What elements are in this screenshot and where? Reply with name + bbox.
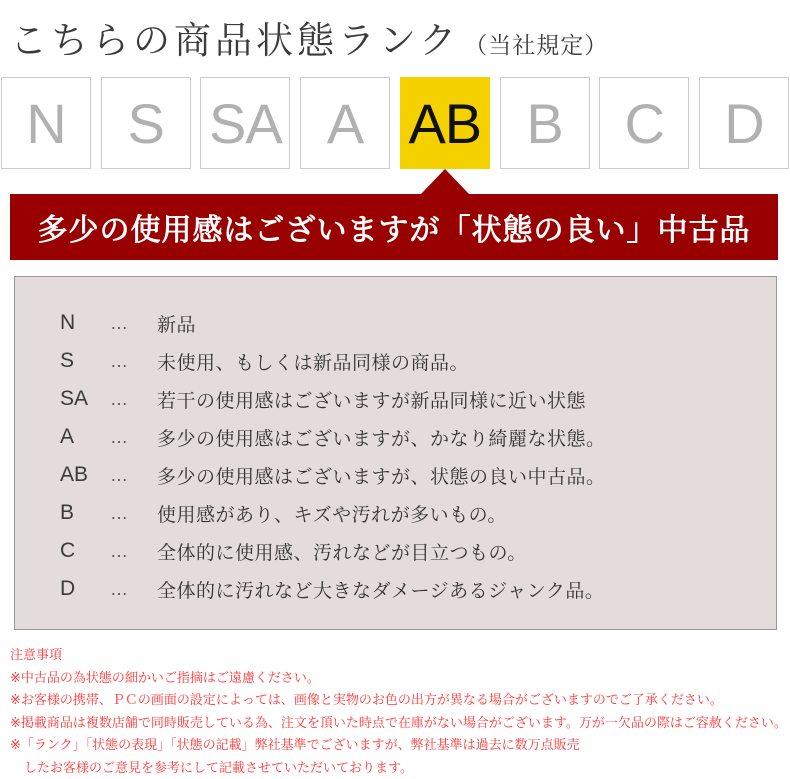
- page-title-note: （当社規定）: [464, 27, 608, 60]
- rank-box-b: B: [500, 77, 590, 169]
- row-dots: …: [110, 427, 157, 448]
- highlight-banner-text: 多少の使用感はございますが「状態の良い」中古品: [38, 205, 751, 249]
- rank-box-ab-highlighted: AB: [400, 77, 490, 169]
- rank-box-a: A: [300, 77, 390, 169]
- row-rank-label: A: [60, 425, 110, 449]
- rank-box-c: C: [599, 77, 689, 169]
- note-line: ※掲載商品は複数店舗で同時販売している為、注文を頂いた時点で在庫がない場合がございます。万が一欠品の際はご容赦ください。: [10, 712, 790, 735]
- table-row: [60, 418, 766, 456]
- rank-box-n: N: [1, 77, 91, 169]
- highlight-banner: [10, 194, 778, 260]
- note-line: ※お客様の携帯、ＰＣの画面の設定によっては、画像と実物のお色の出方が異なる場合がございますのでご了承ください。: [10, 689, 790, 712]
- row-rank-label: C: [60, 539, 110, 563]
- table-row: [60, 380, 766, 418]
- notes-section: [10, 644, 790, 779]
- row-description: 全体的に汚れなど大きなダメージあるジャンク品。: [157, 576, 604, 603]
- row-description: 若干の使用感はございますが新品同様に近い状態: [157, 386, 586, 413]
- row-dots: …: [110, 541, 157, 562]
- rank-box-s: S: [101, 77, 191, 169]
- notes-heading: 注意事項: [10, 644, 790, 667]
- row-dots: …: [110, 465, 157, 486]
- row-description: 未使用、もしくは新品同様の商品。: [157, 348, 469, 375]
- rank-description-table: [14, 276, 777, 630]
- row-rank-label: SA: [60, 387, 110, 411]
- pointer-up-icon: [421, 169, 469, 194]
- note-line: ※中古品の為状態の細かいご指摘はご遠慮ください。: [10, 667, 790, 690]
- row-rank-label: B: [60, 501, 110, 525]
- row-dots: …: [110, 351, 157, 372]
- row-rank-label: AB: [60, 463, 110, 487]
- table-row: [60, 342, 766, 380]
- row-description: 使用感があり、キズや汚れが多いもの。: [157, 500, 507, 527]
- row-rank-label: S: [60, 349, 110, 373]
- row-rank-label: N: [60, 311, 110, 335]
- row-description: 多少の使用感はございますが、かなり綺麗な状態。: [157, 424, 606, 451]
- row-dots: …: [110, 579, 157, 600]
- row-dots: …: [110, 313, 157, 334]
- table-row: [60, 304, 766, 342]
- note-line: ※「ランク」「状態の表現」「状態の記載」弊社基準でございますが、弊社基準は過去に数万点販売: [10, 734, 790, 757]
- row-description: 多少の使用感はございますが、状態の良い中古品。: [157, 462, 606, 489]
- row-rank-label: D: [60, 577, 110, 601]
- note-line-continuation: したお客様のご意見を参考にして記載させていただいております。: [10, 757, 790, 779]
- rank-box-sa: SA: [200, 77, 290, 169]
- page-title: [0, 0, 790, 64]
- table-row: [60, 494, 766, 532]
- rank-scale: [0, 77, 790, 169]
- row-description: 新品: [157, 310, 196, 337]
- table-row: [60, 532, 766, 570]
- table-row: [60, 570, 766, 608]
- row-dots: …: [110, 389, 157, 410]
- row-dots: …: [110, 503, 157, 524]
- page-title-text: こちらの商品状態ランク: [10, 10, 460, 64]
- table-row: [60, 456, 766, 494]
- row-description: 全体的に使用感、汚れなどが目立つもの。: [157, 538, 527, 565]
- rank-box-d: D: [699, 77, 789, 169]
